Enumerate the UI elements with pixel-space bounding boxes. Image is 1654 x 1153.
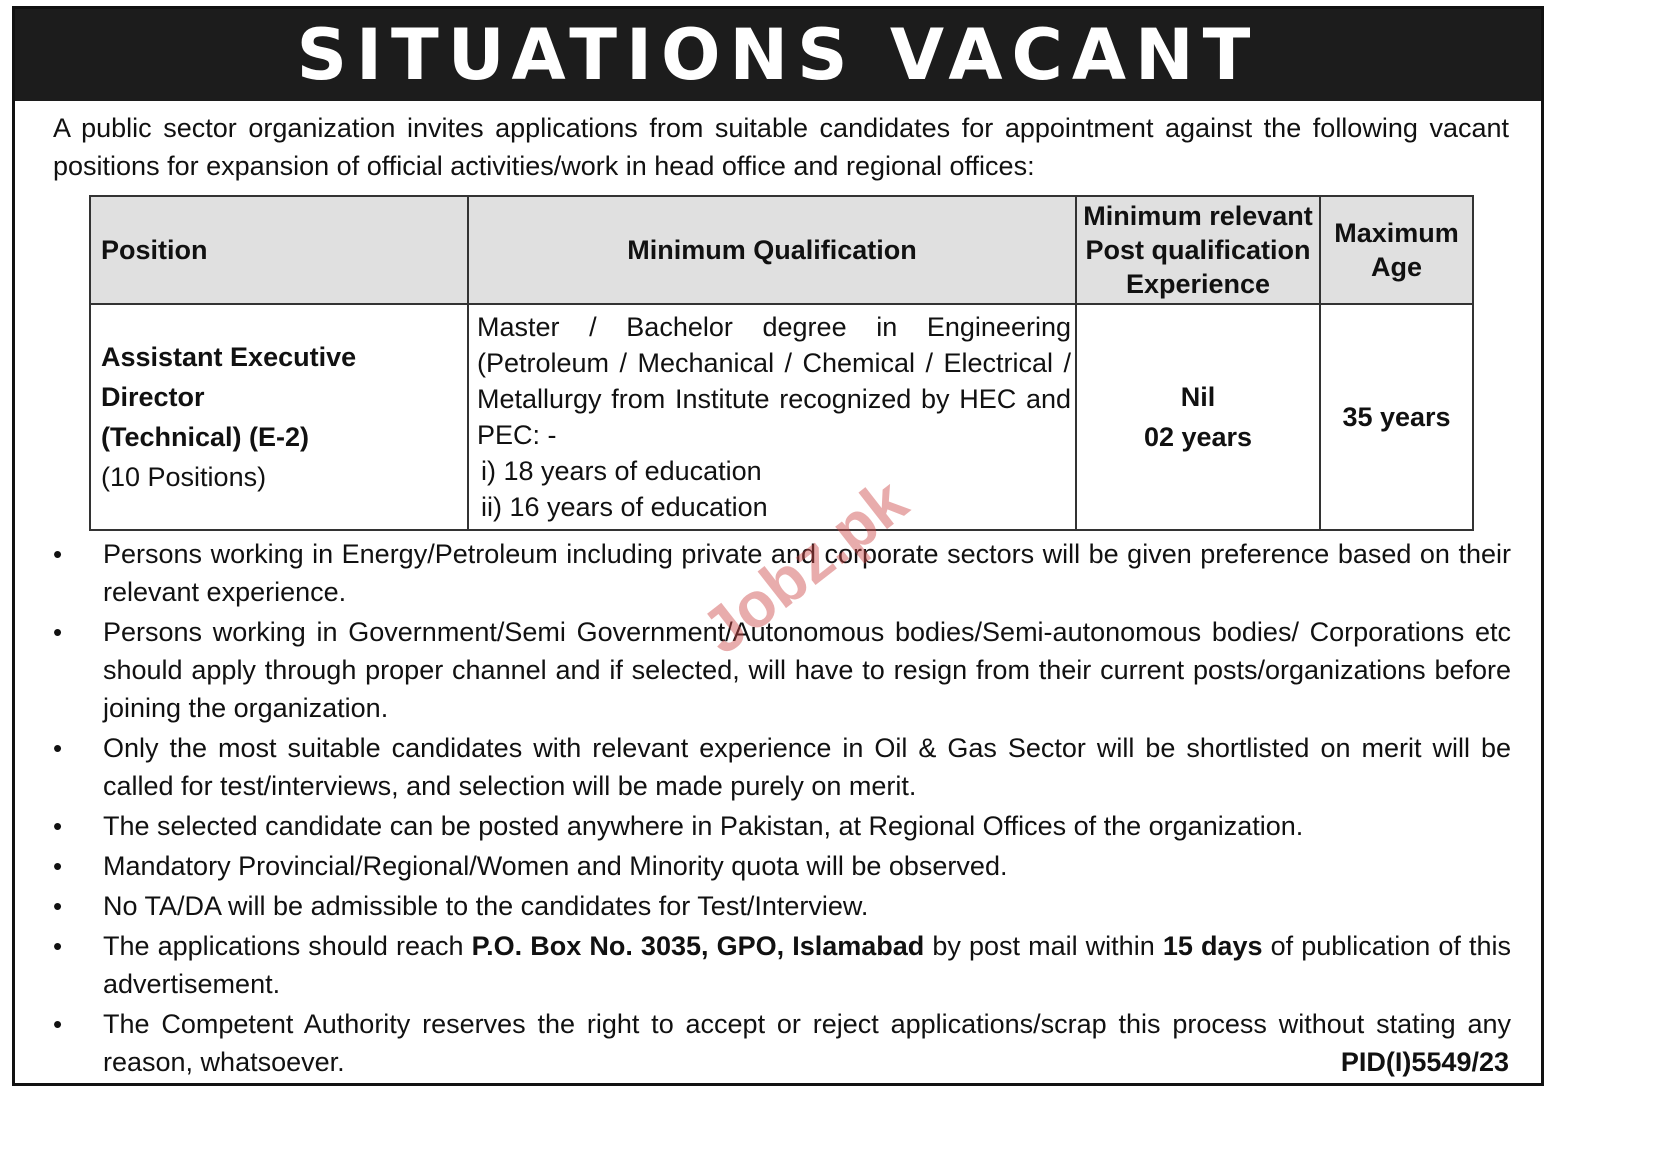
header-banner	[15, 9, 1541, 101]
qualification-cell	[468, 304, 1076, 530]
positions-table	[89, 195, 1474, 531]
deadline-days: 15 days	[1162, 931, 1263, 961]
age-cell: 35 years	[1320, 304, 1473, 530]
header-position: Position	[90, 196, 468, 304]
header-age: Maximum Age	[1320, 196, 1473, 304]
note-text: No TA/DA will be admissible to the candidates for Test/Interview.	[103, 891, 869, 921]
position-title-line1: Assistant Executive Director	[101, 342, 357, 412]
po-box-address: P.O. Box No. 3035, GPO, Islamabad	[471, 931, 925, 961]
experience-value: Nil	[1180, 382, 1216, 412]
bullet: •	[53, 617, 63, 647]
experience-cell	[1076, 304, 1320, 530]
list-item	[53, 847, 1511, 885]
qualification-item: ii) 16 years of education	[481, 492, 768, 522]
note-text: Persons working in Government/Semi Government/Autonomous bodies/Semi-autonomous bodies/ Corporations etc should apply through proper channel and if selected, will have to resign from their current posts/organizations before joining the organization.	[103, 617, 1511, 723]
bullet: •	[53, 931, 63, 961]
bullet: •	[53, 733, 63, 763]
list-item	[53, 927, 1511, 1003]
bullet: •	[53, 1009, 63, 1039]
position-cell	[90, 304, 468, 530]
note-text: Only the most suitable candidates with relevant experience in Oil & Gas Sector will be shortlisted on merit will be called for test/interviews, and selection will be made purely on merit.	[103, 733, 1511, 801]
qualification-item: i) 18 years of education	[481, 456, 762, 486]
note-text: Mandatory Provincial/Regional/Women and Minority quota will be observed.	[103, 851, 1008, 881]
qualification-text: Master / Bachelor degree in Engineering (Petroleum / Mechanical / Chemical / Electrical / Metallurgy from Institute recognized by HEC and	[477, 312, 1071, 414]
note-text: Persons working in Energy/Petroleum including private and corporate sectors will be given preference based on their relevant experience.	[103, 539, 1511, 607]
intro-paragraph: A public sector organization invites applications from suitable candidates for appointment against the following vacant positions for expansion of official activities/work in head office and regional offices:	[53, 113, 1509, 181]
advertisement-frame	[12, 6, 1544, 1086]
note-text: The selected candidate can be posted anywhere in Pakistan, at Regional Offices of the organization.	[103, 811, 1304, 841]
list-item	[53, 887, 1511, 925]
position-count: (10 Positions)	[101, 462, 267, 492]
position-title-line2: (Technical) (E-2)	[101, 422, 310, 452]
note-text: The applications should reach	[103, 931, 472, 961]
table-header-row	[90, 196, 1473, 304]
header-experience: Minimum relevant Post qualification Experience	[1076, 196, 1320, 304]
bullet: •	[53, 811, 63, 841]
list-item	[53, 1005, 1511, 1081]
page-title: SITUATIONS VACANT	[296, 14, 1260, 96]
bullet: •	[53, 539, 63, 569]
note-text: of publication of this advertisement.	[103, 931, 1512, 999]
watermark: Jobz.pk	[688, 464, 921, 668]
pid-number: PID(I)5549/23	[1340, 1047, 1509, 1077]
list-item	[53, 807, 1511, 845]
bullet: •	[53, 891, 63, 921]
note-text: The Competent Authority reserves the right to accept or reject applications/scrap this process without stating any reason, whatsoever.	[103, 1009, 1511, 1077]
list-item	[53, 729, 1511, 805]
table-row	[90, 304, 1473, 530]
qualification-end: PEC: -	[477, 420, 557, 450]
note-text: by post mail within	[924, 931, 1163, 961]
experience-value: 02 years	[1143, 422, 1253, 452]
bullet: •	[53, 851, 63, 881]
header-qualification: Minimum Qualification	[468, 196, 1076, 304]
